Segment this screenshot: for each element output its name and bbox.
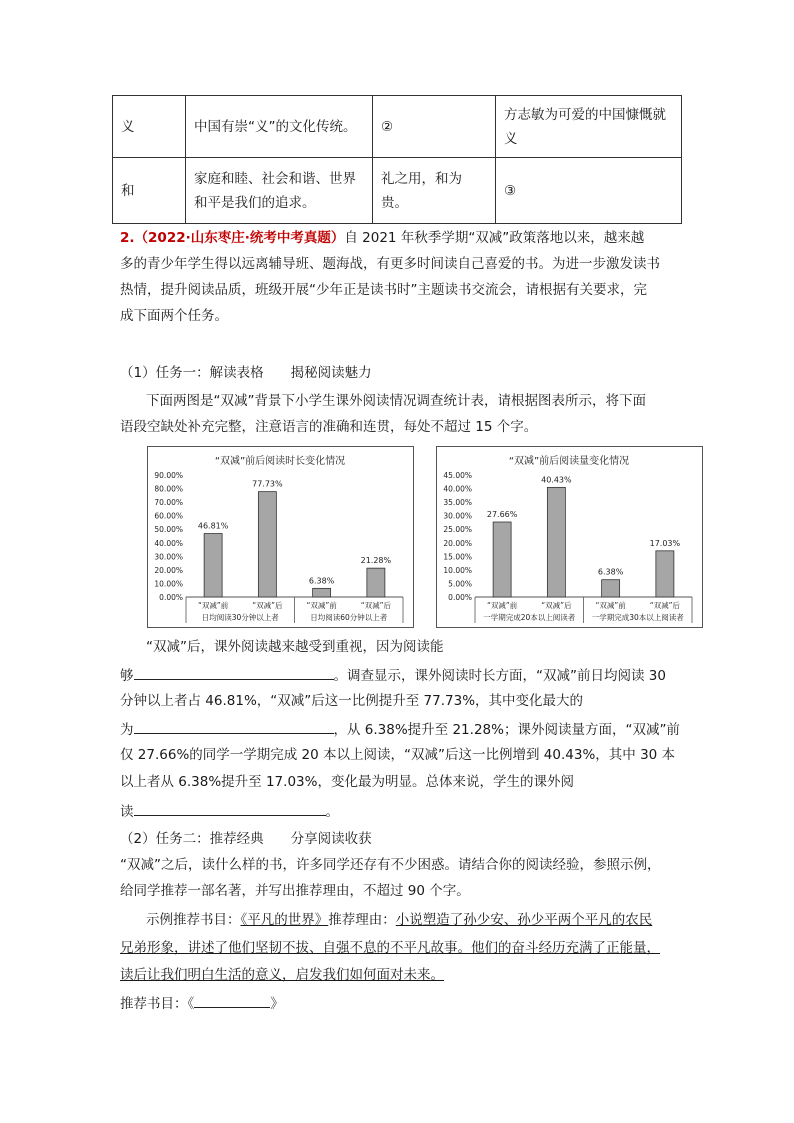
bar: [204, 534, 222, 597]
example-reason: 兄弟形象，讲述了他们坚韧不拔、自强不息的不平凡故事。他们的奋斗经历充满了正能量，: [120, 940, 660, 956]
task1-desc: 下面两图是“双减”背景下小学生课外阅读情况调查统计表，请根据图表所示，将下面: [146, 393, 646, 409]
blank-2[interactable]: [134, 718, 334, 734]
y-tick-label: 90.00%: [154, 471, 183, 480]
chart-title: “双减”前后阅读量变化情况: [508, 456, 630, 467]
table-cell: 义: [113, 96, 186, 158]
y-tick-label: 20.00%: [154, 565, 183, 575]
group-label: 一学期完成20本以上阅读者: [483, 613, 576, 622]
data-label: 77.73%: [252, 479, 283, 489]
intro-line: 多的青少年学生得以远离辅导班、题海战，有更多时间读自己喜爱的书。为进一步激发读书: [120, 256, 660, 272]
text: 读: [120, 804, 134, 820]
question-source: （2022·山东枣庄·统考中考真题）: [134, 230, 345, 246]
task2-desc: “双减”之后，读什么样的书，许多同学还存有不少困惑。请结合你的阅读经验，参照示例，: [120, 857, 661, 873]
table-cell: 和: [113, 158, 186, 224]
y-tick-label: 40.00%: [154, 538, 183, 548]
table-cell: ②: [373, 96, 496, 158]
task1-title: （1）任务一：解读表格 揭秘阅读魅力: [120, 365, 372, 381]
data-label: 40.43%: [541, 475, 572, 485]
example-book: 《平凡的世界》: [240, 912, 329, 928]
text: 。调查显示，课外阅读时长方面，“双减”前日均阅读 30: [333, 668, 666, 684]
blank-3[interactable]: [134, 800, 326, 816]
answer-line: [120, 992, 284, 1014]
chart-title: “双减”前后阅读时长变化情况: [214, 456, 346, 467]
y-tick-label: 80.00%: [154, 484, 183, 494]
task1-desc: 语段空缺处补充完整，注意语言的准确和连贯，每处不超过 15 个字。: [120, 419, 538, 435]
x-tick-label: “双减”后: [252, 601, 283, 610]
text: 推荐书目：《: [120, 996, 195, 1012]
x-tick-label: “双减”后: [649, 601, 681, 610]
x-tick-label: “双减”前: [595, 601, 626, 610]
example-reason-line: [120, 938, 660, 958]
y-tick-label: 0.00%: [159, 593, 183, 602]
data-label: 27.66%: [486, 510, 518, 520]
paragraph-line: 分钟以上者占 46.81%，“双减”后这一比例提升至 77.73%，其中变化最大的: [120, 693, 584, 709]
chart-svg: [437, 447, 702, 627]
y-tick-label: 25.00%: [443, 525, 472, 535]
text: 够: [120, 668, 134, 684]
example-reason: 读后让我们明白生活的意义，启发我们如何面对未来。: [120, 967, 444, 983]
data-label: 46.81%: [197, 521, 229, 531]
y-tick-label: 35.00%: [443, 498, 472, 508]
intro-text: 自 2021 年秋季学期“双减”政策落地以来，越来越: [344, 230, 645, 246]
text: 》: [270, 996, 284, 1012]
paragraph-line: [120, 718, 680, 740]
group-label: 一学期完成30本以上阅读者: [591, 613, 684, 622]
bar: [656, 551, 674, 597]
data-label: 21.28%: [360, 556, 392, 566]
y-tick-label: 10.00%: [443, 565, 472, 575]
question-number: 2.: [120, 230, 135, 246]
paragraph-line: 仅 27.66%的同学一学期完成 20 本以上阅读，“双减”后这一比例增到 40.43%，其中 30 本: [120, 747, 676, 763]
paragraph-line: [120, 800, 339, 822]
x-tick-label: “双减”后: [360, 601, 392, 610]
x-tick-label: “双减”后: [541, 601, 572, 610]
x-tick-label: “双减”前: [486, 601, 518, 610]
y-tick-label: 10.00%: [154, 579, 183, 589]
book-title-input[interactable]: [194, 992, 270, 1008]
chart-reading-time: [147, 446, 414, 628]
table-cell: 方志敏为可爱的中国慷慨就义: [496, 96, 682, 158]
table-row: [113, 158, 682, 224]
table-row: [113, 96, 682, 158]
chart-reading-amount: [436, 446, 703, 628]
text: 示例推荐书目：: [146, 912, 241, 928]
table-cell: 家庭和睦、社会和谐、世界和平是我们的追求。: [186, 158, 373, 224]
task2-title: （2）任务二：推荐经典 分享阅读收获: [120, 831, 372, 847]
text: 。: [325, 804, 339, 820]
y-tick-label: 30.00%: [443, 511, 472, 521]
example-reason-line: [120, 965, 444, 985]
bar: [313, 588, 331, 597]
bar: [602, 580, 620, 597]
data-label: 6.38%: [308, 576, 335, 586]
y-tick-label: 60.00%: [154, 511, 183, 521]
bar: [367, 568, 385, 597]
y-tick-label: 0.00%: [448, 593, 472, 602]
group-label: 日均阅读30分钟以上者: [201, 613, 279, 622]
bar: [258, 492, 276, 597]
example-line: [146, 910, 652, 930]
y-tick-label: 30.00%: [154, 552, 183, 562]
text: ，从 6.38%提升至 21.28%；课外阅读量方面，“双减”前: [333, 722, 680, 738]
intro-line: 成下面两个任务。: [120, 308, 228, 324]
table-cell: ③: [496, 158, 682, 224]
text: 为: [120, 722, 134, 738]
y-tick-label: 40.00%: [443, 484, 472, 494]
y-tick-label: 5.00%: [448, 579, 472, 589]
x-tick-label: “双减”前: [197, 601, 229, 610]
y-tick-label: 15.00%: [443, 552, 472, 562]
data-label: 17.03%: [649, 538, 681, 548]
paragraph-line: “双减”后，课外阅读越来越受到重视，因为阅读能: [146, 639, 444, 655]
chart-svg: [148, 447, 413, 627]
y-tick-label: 45.00%: [443, 471, 472, 480]
intro-line: 热情，提升阅读品质，班级开展“少年正是读书时”主题读书交流会，请根据有关要求，完: [120, 282, 647, 298]
paragraph-line: 以上者从 6.38%提升至 17.03%，变化最为明显。总体来说，学生的课外阅: [120, 774, 574, 790]
data-label: 6.38%: [597, 567, 624, 577]
y-tick-label: 50.00%: [154, 525, 183, 535]
bar: [493, 522, 511, 597]
group-label: 日均阅读60分钟以上者: [310, 613, 388, 622]
table-cell: 礼之用，和为贵。: [373, 158, 496, 224]
table-cell: 中国有崇“义”的文化传统。: [186, 96, 373, 158]
bar: [547, 487, 565, 597]
paragraph-line: [120, 664, 666, 686]
x-tick-label: “双减”前: [306, 601, 337, 610]
y-tick-label: 70.00%: [154, 498, 183, 508]
text: 推荐理由：: [328, 912, 396, 928]
task2-desc: 给同学推荐一部名著，并写出推荐理由，不超过 90 个字。: [120, 883, 470, 899]
blank-1[interactable]: [134, 664, 334, 680]
question-intro-line: [120, 228, 644, 248]
y-tick-label: 20.00%: [443, 538, 472, 548]
example-reason: 小说塑造了孙少安、孙少平两个平凡的农民: [395, 912, 653, 928]
culture-table: [112, 95, 682, 224]
